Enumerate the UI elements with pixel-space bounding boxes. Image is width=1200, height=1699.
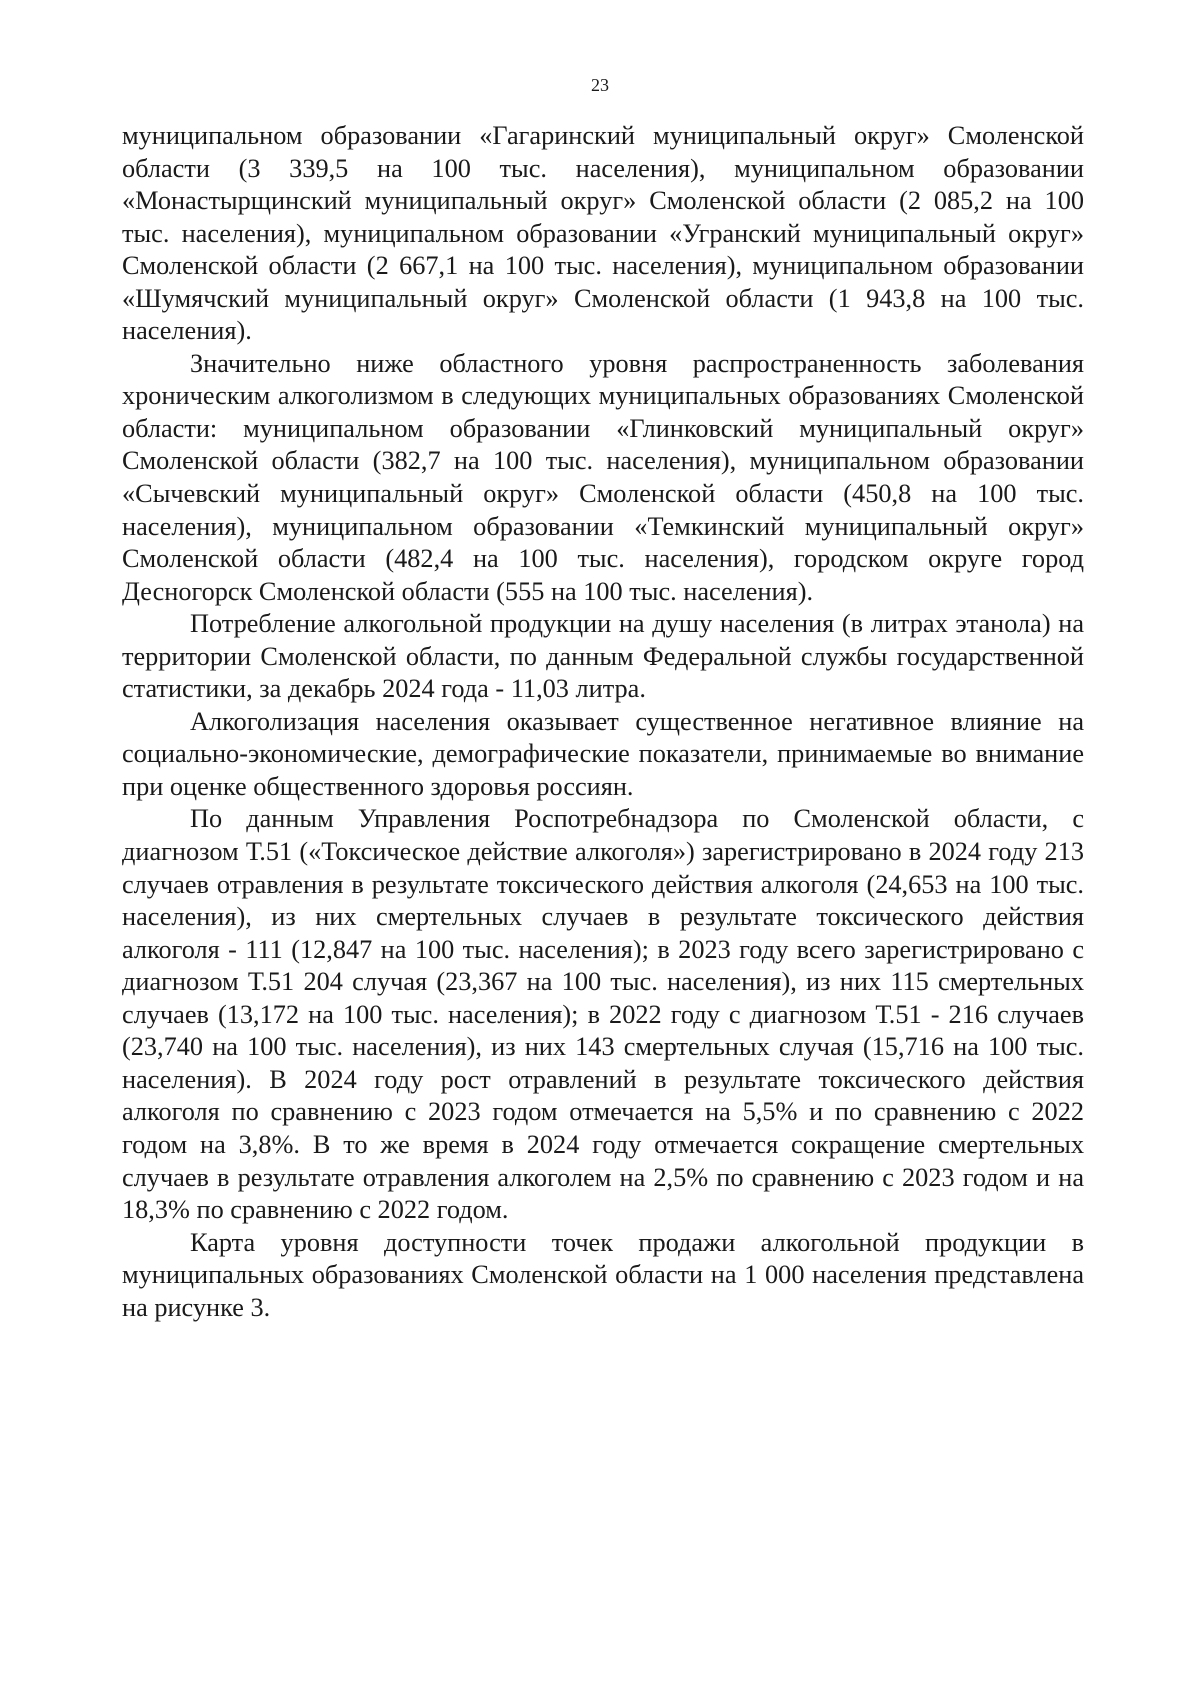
paragraph-alcoholization-impact: Алкоголизация населения оказывает существенное негативное влияние на социально-экономические, демографические показатели, принимаемые во внимание при оценке общественного здоровья россиян. [122,706,1084,801]
document-body [122,120,1084,1324]
paragraph-poisoning-statistics: По данным Управления Роспотребнадзора по Смоленской области, с диагнозом Т.51 («Токсическое действие алкоголя») зарегистрировано в 2024 году 213 случаев отравления в результате токсического действия алкоголя (24,653 на 100 тыс. населения), из них смертельных случаев в результате токсического действия алкоголя - 111 (12,847 на 100 тыс. населения); в 2023 году всего зарегистрировано с диагнозом Т.51 204 случая (23,367 на 100 тыс. населения), из них 115 смертельных случаев (13,172 на 100 тыс. населения); в 2022 году с диагнозом Т.51 - 216 случаев (23,740 на 100 тыс. населения), из них 143 смертельных случая (15,716 на 100 тыс. населения). В 2024 году рост отравлений в результате токсического действия алкоголя по сравнению с 2023 годом отмечается на 5,5% и по сравнению с 2022 годом на 3,8%. В то же время в 2024 году отмечается сокращение смертельных случаев в результате отравления алкоголем на 2,5% по сравнению с 2023 годом и на 18,3% по сравнению с 2022 годом. [122,804,1084,1225]
paragraph-map-reference: Карта уровня доступности точек продажи алкогольной продукции в муниципальных образованиях Смоленской области на 1 000 населения представлена на рисунке 3. [122,1227,1084,1322]
paragraph-alcohol-consumption: Потребление алкогольной продукции на душу населения (в литрах этанола) на территории Смоленской области, по данным Федеральной службы государственной статистики, за декабрь 2024 года - 11,03 литра. [122,609,1084,704]
paragraph-low-prevalence: Значительно ниже областного уровня распространенность заболевания хроническим алкоголизмом в следующих муниципальных образованиях Смоленской области: муниципальном образовании «Глинковский муниципальный округ» Смоленской области (382,7 на 100 тыс. населения), муниципальном образовании «Сычевский муниципальный округ» Смоленской области (450,8 на 100 тыс. населения), муниципальном образовании «Темкинский муниципальный округ» Смоленской области (482,4 на 100 тыс. населения), городском округе город Десногорск Смоленской области (555 на 100 тыс. населения). [122,348,1084,606]
paragraph-continuation: муниципальном образовании «Гагаринский муниципальный округ» Смоленской области (3 339,5 на 100 тыс. населения), муниципальном образовании «Монастырщинский муниципальный округ» Смоленской области (2 085,2 на 100 тыс. населения), муниципальном образовании «Угранский муниципальный округ» Смоленской области (2 667,1 на 100 тыс. населения), муниципальном образовании «Шумячский муниципальный округ» Смоленской области (1 943,8 на 100 тыс. населения). [122,121,1084,346]
page-number: 23 [591,75,609,95]
